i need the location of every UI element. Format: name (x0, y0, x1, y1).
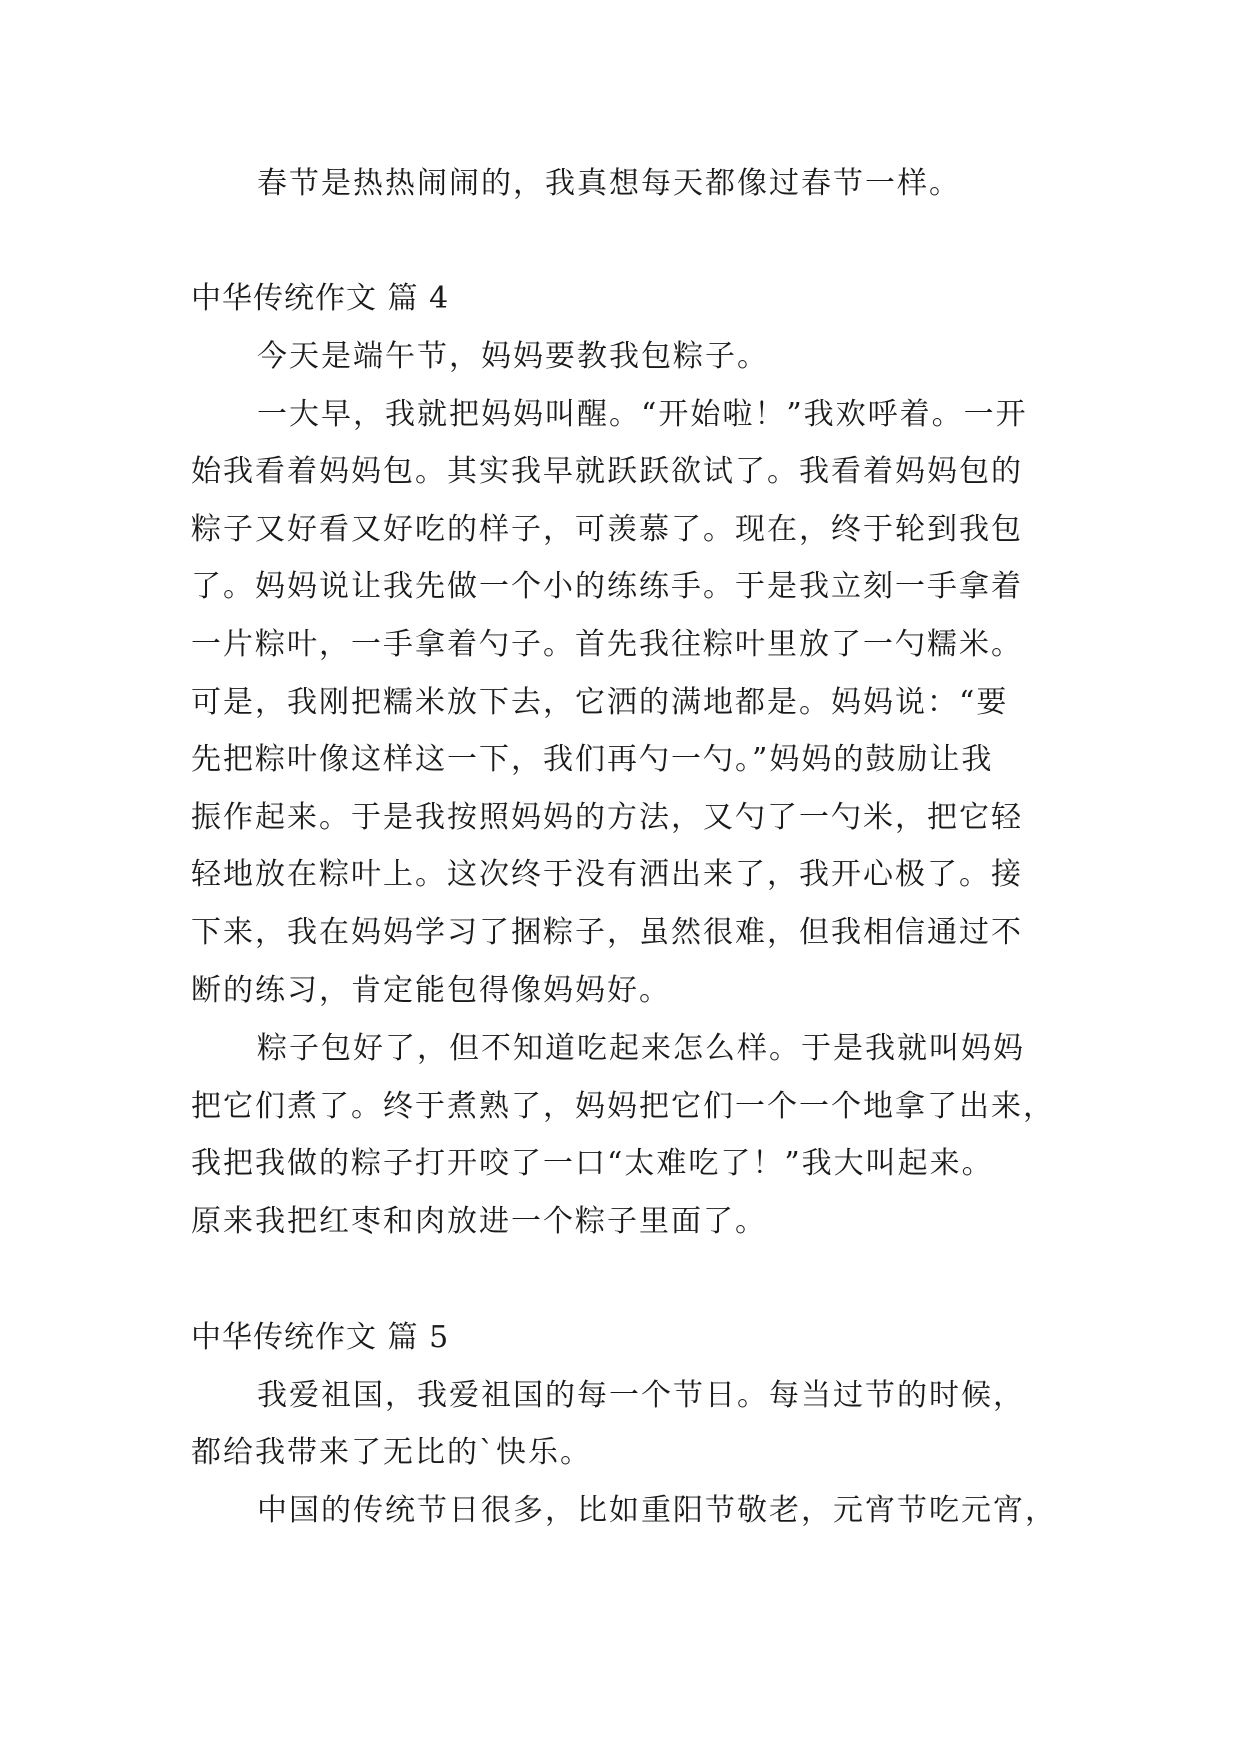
section-4-paragraph-3-line: 原来我把红枣和肉放进一个粽子里面了。 (191, 1204, 767, 1239)
section-5-paragraph-1-line: 都给我带来了无比的`快乐。 (191, 1435, 592, 1470)
section-5-paragraph-1-line: 我爱祖国，我爱祖国的每一个节日。每当过节的时候， (257, 1378, 1025, 1413)
section-4-paragraph-2-line: 断的练习，肯定能包得像妈妈好。 (191, 973, 671, 1008)
section-4-paragraph-3-line: 我把我做的粽子打开咬了一口“太难吃了！”我大叫起来。 (191, 1146, 994, 1181)
section-4-paragraph-2-line: 一大早，我就把妈妈叫醒。“开始啦！”我欢呼着。一开 (257, 397, 1028, 432)
section-4-paragraph-3-line: 粽子包好了，但不知道吃起来怎么样。于是我就叫妈妈 (257, 1031, 1025, 1066)
section-4-paragraph-2-line: 始我看着妈妈包。其实我早就跃跃欲试了。我看着妈妈包的 (191, 454, 1023, 489)
section-4-heading: 中华传统作文 篇 4 (191, 281, 450, 316)
section-4-paragraph-1: 今天是端午节，妈妈要教我包粽子。 (257, 339, 769, 374)
section-4-paragraph-2-line: 轻地放在粽叶上。这次终于没有洒出来了，我开心极了。接 (191, 857, 1023, 892)
section-4-paragraph-3-line: 把它们煮了。终于煮熟了，妈妈把它们一个一个地拿了出来， (191, 1089, 1055, 1124)
section-5-paragraph-2-line: 中国的传统节日很多，比如重阳节敬老，元宵节吃元宵， (257, 1493, 1057, 1528)
section-4-paragraph-2-line: 了。妈妈说让我先做一个小的练练手。于是我立刻一手拿着 (191, 569, 1023, 604)
section-4-paragraph-2-line: 一片粽叶，一手拿着勺子。首先我往粽叶里放了一勺糯米。 (191, 627, 1023, 662)
section-4-paragraph-2-line: 粽子又好看又好吃的样子，可羡慕了。现在，终于轮到我包 (191, 512, 1023, 547)
section-5-heading: 中华传统作文 篇 5 (191, 1320, 450, 1355)
section-4-paragraph-2-line: 可是，我刚把糯米放下去，它洒的满地都是。妈妈说：“要 (191, 685, 1009, 720)
section-4-paragraph-2-line: 振作起来。于是我按照妈妈的方法，又勺了一勺米，把它轻 (191, 800, 1023, 835)
section-4-paragraph-2-line: 先把粽叶像这样这一下，我们再勺一勺。”妈妈的鼓励让我 (191, 742, 994, 777)
intro-paragraph-line: 春节是热热闹闹的，我真想每天都像过春节一样。 (257, 166, 961, 201)
section-4-paragraph-2-line: 下来，我在妈妈学习了捆粽子，虽然很难，但我相信通过不 (191, 915, 1023, 950)
